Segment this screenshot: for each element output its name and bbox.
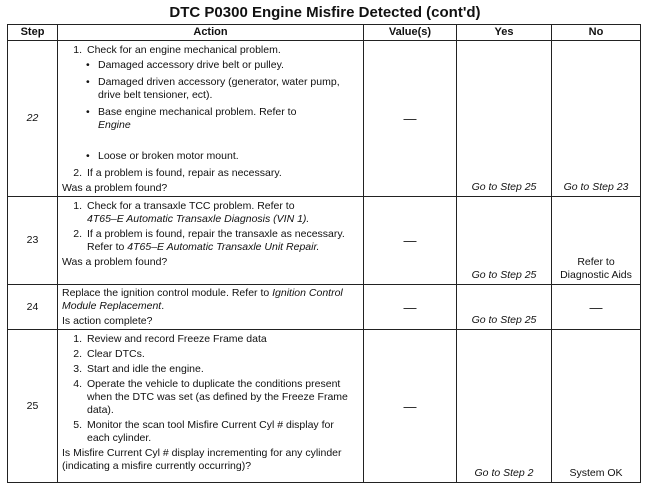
action-text: If a problem is found, repair as necessary.	[87, 167, 282, 179]
bullet-icon: •	[86, 106, 90, 118]
reference-engine: Engine	[98, 119, 131, 131]
value-cell: —	[364, 197, 457, 285]
page-title: DTC P0300 Engine Misfire Detected (cont'd)	[169, 4, 481, 21]
punctuation: .	[161, 300, 165, 312]
action-text: Operate the vehicle to duplicate the conditions present when the DTC was set (as defined by the Freeze Frame data).	[87, 378, 348, 416]
step-number: 25	[8, 330, 58, 483]
bullet-text: Loose or broken motor mount.	[98, 150, 239, 162]
table-row-step-22	[8, 41, 641, 197]
question-text: Was a problem found?	[62, 182, 168, 194]
bullet-icon: •	[86, 76, 90, 88]
diagnostic-table	[7, 24, 641, 483]
action-text: Review and record Freeze Frame data	[87, 333, 267, 345]
step-index: 1.	[73, 200, 82, 212]
step-number: 24	[8, 285, 58, 330]
step-index: 3.	[73, 363, 82, 375]
value-cell: —	[364, 285, 457, 330]
yes-cell: Go to Step 2	[457, 330, 552, 483]
step-index: 2.	[73, 228, 82, 240]
question-text: Is action complete?	[62, 315, 153, 327]
step-index: 2.	[73, 348, 82, 360]
no-cell: —	[552, 285, 641, 330]
no-text-line-2: Diagnostic Aids	[560, 269, 632, 281]
header-yes: Yes	[457, 25, 552, 41]
header-values: Value(s)	[364, 25, 457, 41]
no-text-line-1: Refer to	[577, 256, 615, 268]
step-index: 1.	[73, 333, 82, 345]
step-index: 5.	[73, 419, 82, 431]
header-row	[8, 25, 641, 41]
yes-cell: Go to Step 25	[457, 41, 552, 197]
reference-transaxle-diagnosis: 4T65–E Automatic Transaxle Diagnosis (VIN 1).	[87, 213, 310, 225]
table-row-step-25	[8, 330, 641, 483]
step-index: 2.	[73, 167, 82, 179]
action-text: Start and idle the engine.	[87, 363, 204, 375]
action-text: Check for an engine mechanical problem.	[87, 44, 281, 56]
no-cell	[552, 197, 641, 285]
action-cell	[58, 197, 364, 285]
action-text: Monitor the scan tool Misfire Current Cyl # display for each cylinder.	[87, 419, 334, 444]
step-index: 4.	[73, 378, 82, 390]
header-step: Step	[8, 25, 58, 41]
no-cell	[552, 41, 641, 197]
action-text: Clear DTCs.	[87, 348, 145, 360]
action-cell	[58, 330, 364, 483]
question-text: Is Misfire Current Cyl # display incrementing for any cylinder (indicating a misfire currently occurring)?	[62, 447, 342, 472]
reference-icm-replacement: Ignition Control Module Replacement	[62, 287, 343, 312]
action-cell	[58, 41, 364, 197]
table-row-step-24	[8, 285, 641, 330]
yes-cell: Go to Step 25	[457, 197, 552, 285]
step-number: 22	[8, 41, 58, 197]
bullet-text: Damaged driven accessory (generator, water pump, drive belt tensioner, ect).	[98, 76, 340, 101]
action-cell	[58, 285, 364, 330]
action-text: If a problem is found, repair the transaxle as necessary. Refer to	[87, 228, 345, 253]
no-text: Go to Step 23	[563, 181, 629, 193]
no-cell: System OK	[552, 330, 641, 483]
header-no: No	[552, 25, 641, 41]
question-text: Was a problem found?	[62, 256, 168, 268]
table-row-step-23	[8, 197, 641, 285]
value-cell: —	[364, 330, 457, 483]
bullet-text: Base engine mechanical problem. Refer to	[98, 106, 297, 118]
action-text: Replace the ignition control module. Refer to	[62, 287, 270, 299]
bullet-icon: •	[86, 59, 90, 71]
bullet-icon: •	[86, 150, 90, 162]
step-number: 23	[8, 197, 58, 285]
action-text: Check for a transaxle TCC problem. Refer to	[87, 200, 295, 212]
value-cell: —	[364, 41, 457, 197]
bullet-text: Damaged accessory drive belt or pulley.	[98, 59, 284, 71]
step-index: 1.	[73, 44, 82, 56]
yes-cell: Go to Step 25	[457, 285, 552, 330]
reference-transaxle-repair: 4T65–E Automatic Transaxle Unit Repair.	[127, 241, 320, 253]
header-action: Action	[58, 25, 364, 41]
